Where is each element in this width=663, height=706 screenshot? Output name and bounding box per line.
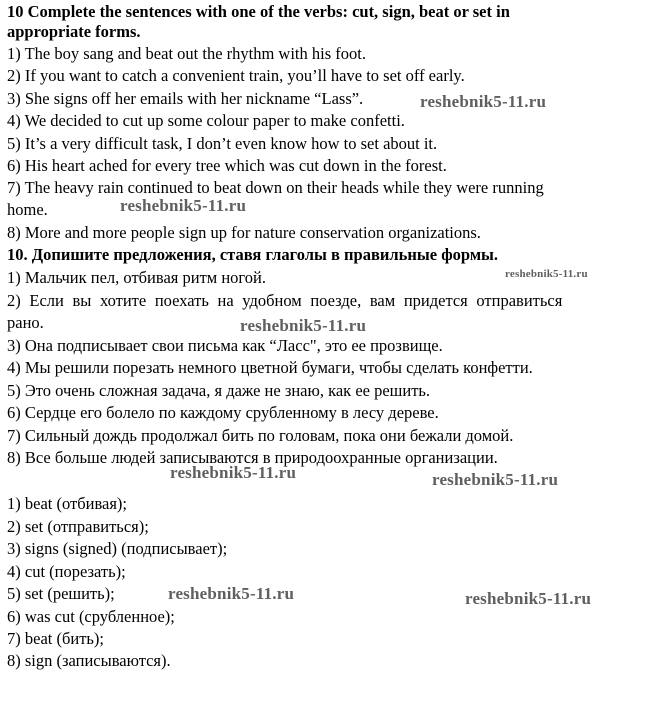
- answer-4: 4) cut (порезать);: [7, 562, 126, 581]
- sentence-en-7-cont: home.: [7, 200, 48, 219]
- answer-1: 1) beat (отбивая);: [7, 494, 128, 513]
- answer-6: 6) was cut (срубленное);: [7, 607, 175, 626]
- exercise-title-en-cont: appropriate forms.: [7, 22, 141, 41]
- answer-5: 5) set (решить);: [7, 584, 115, 603]
- sentence-ru-8: 8) Все больше людей записываются в природоохранные организации.: [7, 448, 498, 467]
- sentence-ru-2: 2) Если вы хотите поехать на удобном поезде, вам придется отправиться: [7, 291, 563, 310]
- sentence-en-6: 6) His heart ached for every tree which was cut down in the forest.: [7, 156, 447, 175]
- sentence-ru-3: 3) Она подписывает свои письма как “Ласс", это ее прозвище.: [7, 336, 443, 355]
- sentence-ru-5: 5) Это очень сложная задача, я даже не знаю, как ее решить.: [7, 381, 431, 400]
- sentence-en-4: 4) We decided to cut up some colour paper to make confetti.: [7, 111, 405, 130]
- exercise-title-ru: 10. Допишите предложения, ставя глаголы в правильные формы.: [7, 245, 499, 264]
- answer-3: 3) signs (signed) (подписывает);: [7, 539, 228, 558]
- sentence-ru-7: 7) Сильный дождь продолжал бить по головам, пока они бежали домой.: [7, 426, 514, 445]
- watermark: reshebnik5-11.ru: [120, 196, 247, 215]
- answer-7: 7) beat (бить);: [7, 629, 105, 648]
- watermark: reshebnik5-11.ru: [505, 268, 588, 280]
- sentence-ru-4: 4) Мы решили порезать немного цветной бумаги, чтобы сделать конфетти.: [7, 358, 533, 377]
- watermark: reshebnik5-11.ru: [420, 92, 547, 111]
- watermark: reshebnik5-11.ru: [465, 589, 592, 608]
- sentence-ru-2-cont: рано.: [7, 313, 44, 332]
- answer-2: 2) set (отправиться);: [7, 517, 149, 536]
- sentence-en-3: 3) She signs off her emails with her nickname “Lass”.: [7, 89, 364, 108]
- watermark: reshebnik5-11.ru: [168, 584, 295, 603]
- watermark: reshebnik5-11.ru: [432, 470, 559, 489]
- sentence-ru-6: 6) Сердце его болело по каждому срубленному в лесу дереве.: [7, 403, 439, 422]
- watermark: reshebnik5-11.ru: [240, 316, 367, 335]
- sentence-en-5: 5) It’s a very difficult task, I don’t even know how to set about it.: [7, 134, 438, 153]
- sentence-en-8: 8) More and more people sign up for nature conservation organizations.: [7, 223, 481, 242]
- sentence-en-7: 7) The heavy rain continued to beat down on their heads while they were running: [7, 178, 544, 197]
- sentence-en-2: 2) If you want to catch a convenient train, you’ll have to set off early.: [7, 66, 465, 85]
- sentence-en-1: 1) The boy sang and beat out the rhythm with his foot.: [7, 44, 366, 63]
- sentence-ru-1: 1) Мальчик пел, отбивая ритм ногой.: [7, 268, 266, 287]
- exercise-title-en: 10 Complete the sentences with one of the verbs: cut, sign, beat or set in: [7, 2, 510, 21]
- watermark: reshebnik5-11.ru: [170, 463, 297, 482]
- answer-8: 8) sign (записываются).: [7, 651, 171, 670]
